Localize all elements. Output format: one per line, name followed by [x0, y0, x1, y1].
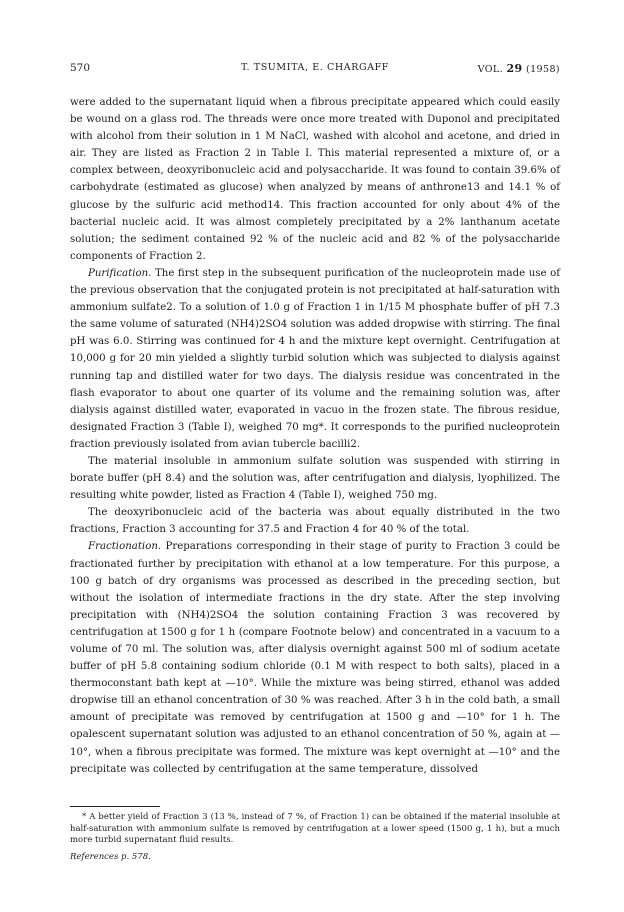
volume-number: 29: [506, 62, 523, 75]
footnote-rule: [70, 806, 160, 807]
paragraph-1: were added to the supernatant liquid when a fibrous precipitate appeared which could easily be wound on a glass rod. The threads were once more treated with Duponol and precipitated with alcohol from their solution in 1 M NaCl, washed with alcohol and acetone, and dried in air. They are listed as Fraction 2 in Table I. This material represented a mixture of, or a complex between, deoxyribonucleic acid and polysaccharide. It was found to contain 39.6% of carbohydrate (estimated as glucose) when analyzed by means of anthrone13 and 14.1 % of glucose by the sulfuric acid method14. This fraction accounted for only about 4% of the bacterial nucleic acid. It was almost completely precipitated by a 2% lanthanum acetate solution; the sediment contained 92 % of the nucleic acid and 82 % of the polysaccharide components of Fraction 2.: [70, 97, 560, 262]
body-text: [70, 94, 560, 778]
volume-year: (1958): [526, 64, 560, 75]
running-head-authors: T. TSUMITA, E. CHARGAFF: [240, 62, 389, 73]
paragraph-insoluble-material: The material insoluble in ammonium sulfate solution was suspended with stirring in borate buffer (pH 8.4) and the solution was, after centrifugation and dialysis, lyophilized. The resulting white powder, listed as Fraction 4 (Table I), weighed 750 mg.: [70, 455, 560, 502]
volume-prefix: VOL.: [477, 64, 504, 75]
purification-text: The first step in the subsequent purification of the nucleoprotein made use of the previous observation that the conjugated protein is not precipitated at half-saturation with ammonium sulfate2. To a solution of 1.0 g of Fraction 1 in 1/15 M phosphate buffer of pH 7.3 the same volume of saturated (NH4)2SO4 solution was added dropwise with stirring. The final pH was 6.0. Stirring was continued for 4 h and the mixture kept overnight. Centrifugation at 10,000 g for 20 min yielded a slightly turbid solution which was subjected to dialysis against running tap and distilled water for two days. The dialysis residue was concentrated in the flash evaporator to about one quarter of its volume and the remaining solution was, after dialysis against distilled water, evaporated in vacuo in the frozen state. The fibrous residue, designated Fraction 3 (Table I), weighed 70 mg*. It corresponds to the purified nucleoprotein fraction previously isolated from avian tubercle bacilli2.: [70, 267, 560, 450]
fractionation-heading: Fractionation.: [88, 541, 162, 553]
purification-heading: Purification.: [88, 267, 152, 279]
paragraph-distribution: The deoxyribonucleic acid of the bacteria was about equally distributed in the two fractions, Fraction 3 accounting for 37.5 and Fraction 4 for 40 % of the total.: [70, 507, 560, 536]
running-head-volume: [478, 62, 560, 75]
paragraph-purification: [70, 265, 560, 453]
running-head: [70, 62, 560, 78]
page-number: 570: [70, 62, 91, 74]
references-note: References p. 578.: [70, 852, 151, 862]
paragraph-fractionation: [70, 538, 560, 777]
footnote: * A better yield of Fraction 3 (13 %, instead of 7 %, of Fraction 1) can be obtained if the material insoluble at half-saturation with ammonium sulfate is removed by centrifugation at a lower speed (1500 g, 1 h), but a much more turbid supernatant fluid results.: [70, 812, 560, 845]
fractionation-text: Preparations corresponding in their stage of purity to Fraction 3 could be fractionated further by precipitation with ethanol at a low temperature. For this purpose, a 100 g batch of dry organisms was processed as described in the preceding section, but without the isolation of intermediate fractions in the dry state. After the step involving precipitation with (NH4)2SO4 the solution containing Fraction 3 was recovered by centrifugation at 1500 g for 1 h (compare Footnote below) and concentrated in a vacuum to a volume of 70 ml. The solution was, after dialysis overnight against 500 ml of sodium acetate buffer of pH 5.8 containing sodium chloride (0.1 M with respect to both salts), placed in a thermoconstant bath kept at —10°. While the mixture was being stirred, ethanol was added dropwise till an ethanol concentration of 30 % was reached. After 3 h in the cold bath, a small amount of precipitate was removed by centrifugation at 1500 g and —10° for 1 h. The opalescent supernatant solution was adjusted to an ethanol concentration of 50 %, again at —10°, when a fibrous precipitate was formed. The mixture was kept overnight at —10° and the precipitate was collected by centrifugation at the same temperature, dissolved: [70, 541, 560, 775]
